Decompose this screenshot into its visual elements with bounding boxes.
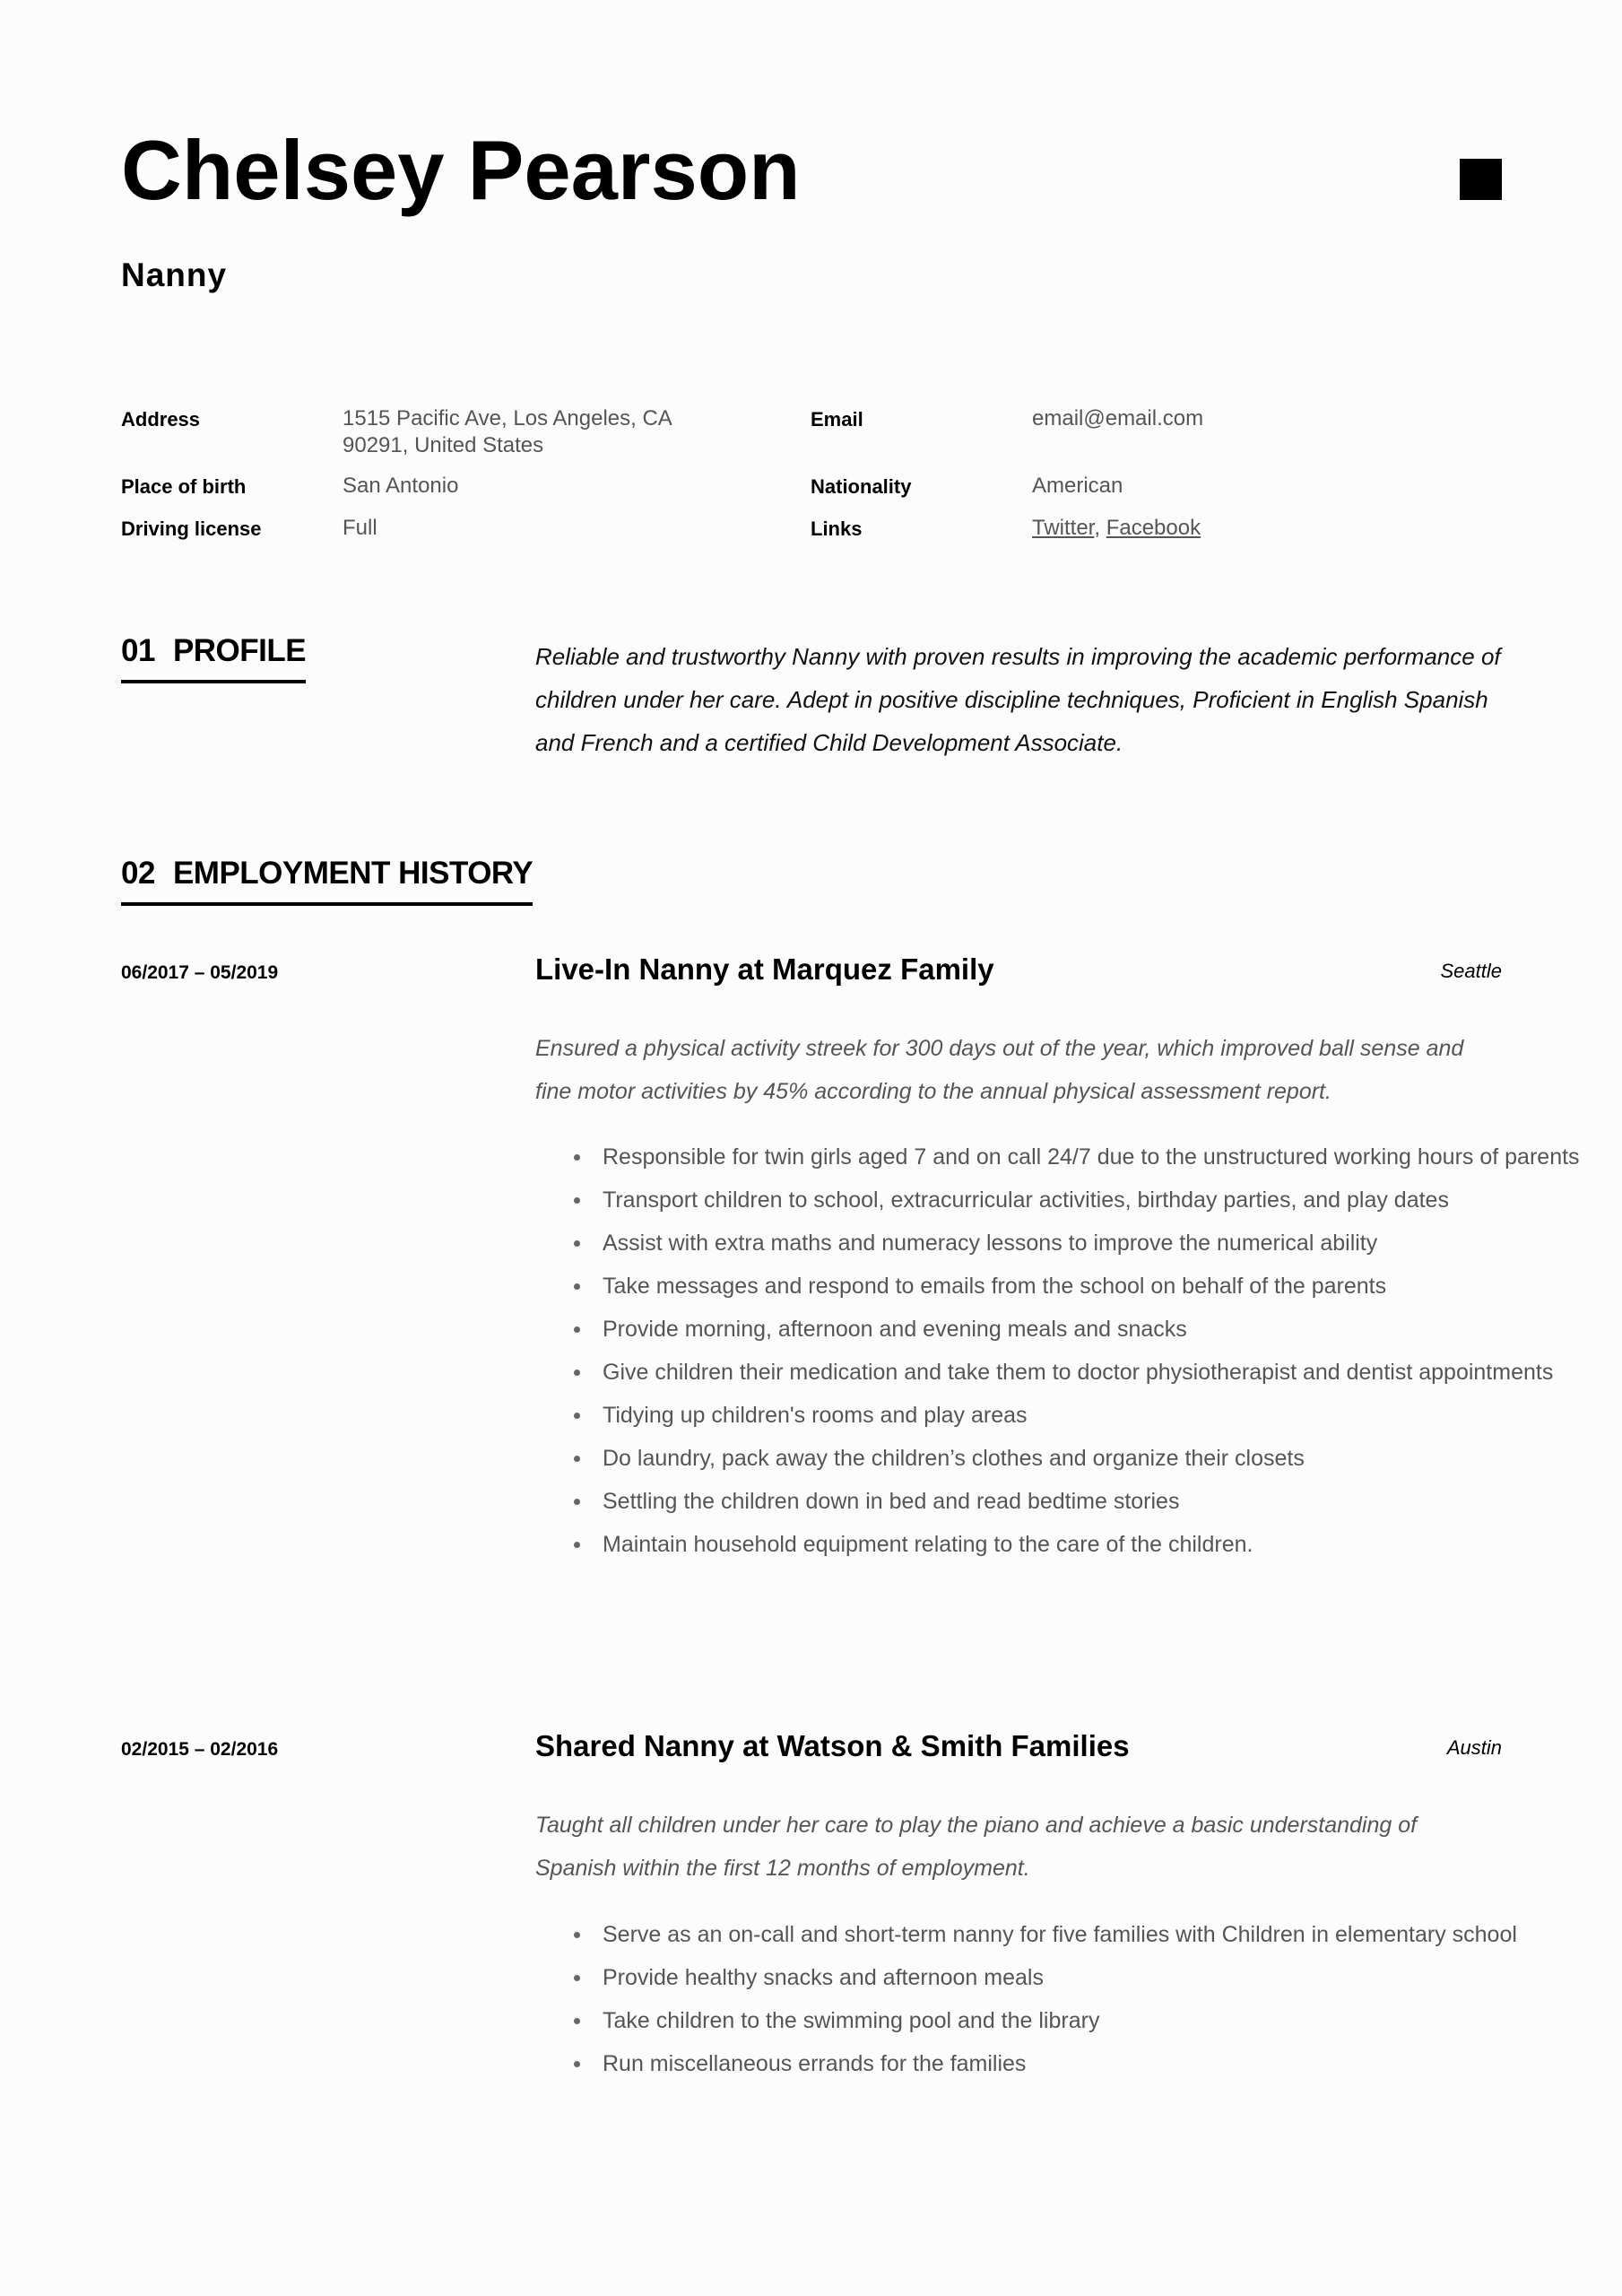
section-number: 01 [121,633,155,668]
job-responsibilities [535,1913,1589,2085]
list-item: Do laundry, pack away the children’s clothes and organize their closets [603,1437,1589,1480]
facebook-link[interactable]: Facebook [1106,516,1201,540]
list-item: Assist with extra maths and numeracy lessons to improve the numerical ability [603,1222,1589,1265]
candidate-name: Chelsey Pearson [121,123,801,217]
address-line-1: 1515 Pacific Ave, Los Angeles, CA [343,406,672,430]
email-label: Email [811,408,863,430]
birth-label: Place of birth [121,475,247,498]
section-number: 02 [121,856,155,891]
list-item: Maintain household equipment relating to the care of the children. [603,1523,1589,1566]
job-title: Live-In Nanny at Marquez Family [535,952,994,986]
address-label: Address [121,408,201,430]
employment-heading [121,856,533,906]
links-label: Links [811,517,863,540]
job-summary: Ensured a physical activity streek for 300 days out of the year, which improved ball sense and fine motor activities by 45% according to the annual physical assessment report. [535,1036,1464,1104]
list-item: Tidying up children's rooms and play areas [603,1394,1589,1437]
job-city: Seattle [1440,960,1502,982]
job-summary: Taught all children under her care to play the piano and achieve a basic understanding of Spanish within the first 12 months of employment. [535,1813,1418,1881]
address-value [343,405,719,459]
section-title: PROFILE [172,633,307,668]
profile-summary: Reliable and trustworthy Nanny with proven results in improving the academic performance of children under her care. Adept in positive discipline techniques, Proficient in English Spanish and French and a certified Child Development Associate. [535,643,1501,756]
section-title: EMPLOYMENT HISTORY [172,856,533,891]
nationality-label: Nationality [811,475,912,498]
link-separator: , [1094,516,1106,540]
profile-heading [121,633,306,683]
job-dates: 06/2017 – 05/2019 [121,962,279,983]
nationality-value: American [1032,474,1123,498]
license-value: Full [343,516,377,540]
job-title: Shared Nanny at Watson & Smith Families [535,1729,1130,1762]
list-item: Serve as an on-call and short-term nanny for five families with Children in elementary school [603,1913,1589,1956]
twitter-link[interactable]: Twitter [1032,516,1095,540]
birth-value: San Antonio [343,474,459,498]
job-city: Austin [1446,1736,1502,1759]
list-item: Responsible for twin girls aged 7 and on call 24/7 due to the unstructured working hours of parents [603,1135,1589,1178]
decorative-square-icon [1460,159,1502,200]
list-item: Transport children to school, extracurricular activities, birthday parties, and play dates [603,1178,1589,1222]
list-item: Run miscellaneous errands for the families [603,2042,1589,2085]
list-item: Take children to the swimming pool and the library [603,1999,1589,2042]
list-item: Settling the children down in bed and read bedtime stories [603,1480,1589,1523]
candidate-title: Nanny [121,257,228,293]
list-item: Take messages and respond to emails from the school on behalf of the parents [603,1265,1589,1308]
list-item: Give children their medication and take them to doctor physiotherapist and dentist appointments [603,1351,1589,1394]
job-responsibilities [535,1135,1589,1566]
list-item: Provide healthy snacks and afternoon meals [603,1956,1589,1999]
license-label: Driving license [121,517,262,540]
job-dates: 02/2015 – 02/2016 [121,1739,279,1760]
links-value [1032,515,1201,542]
list-item: Provide morning, afternoon and evening meals and snacks [603,1308,1589,1351]
email-value: email@email.com [1032,406,1204,430]
address-line-2: 90291, United States [343,433,544,457]
